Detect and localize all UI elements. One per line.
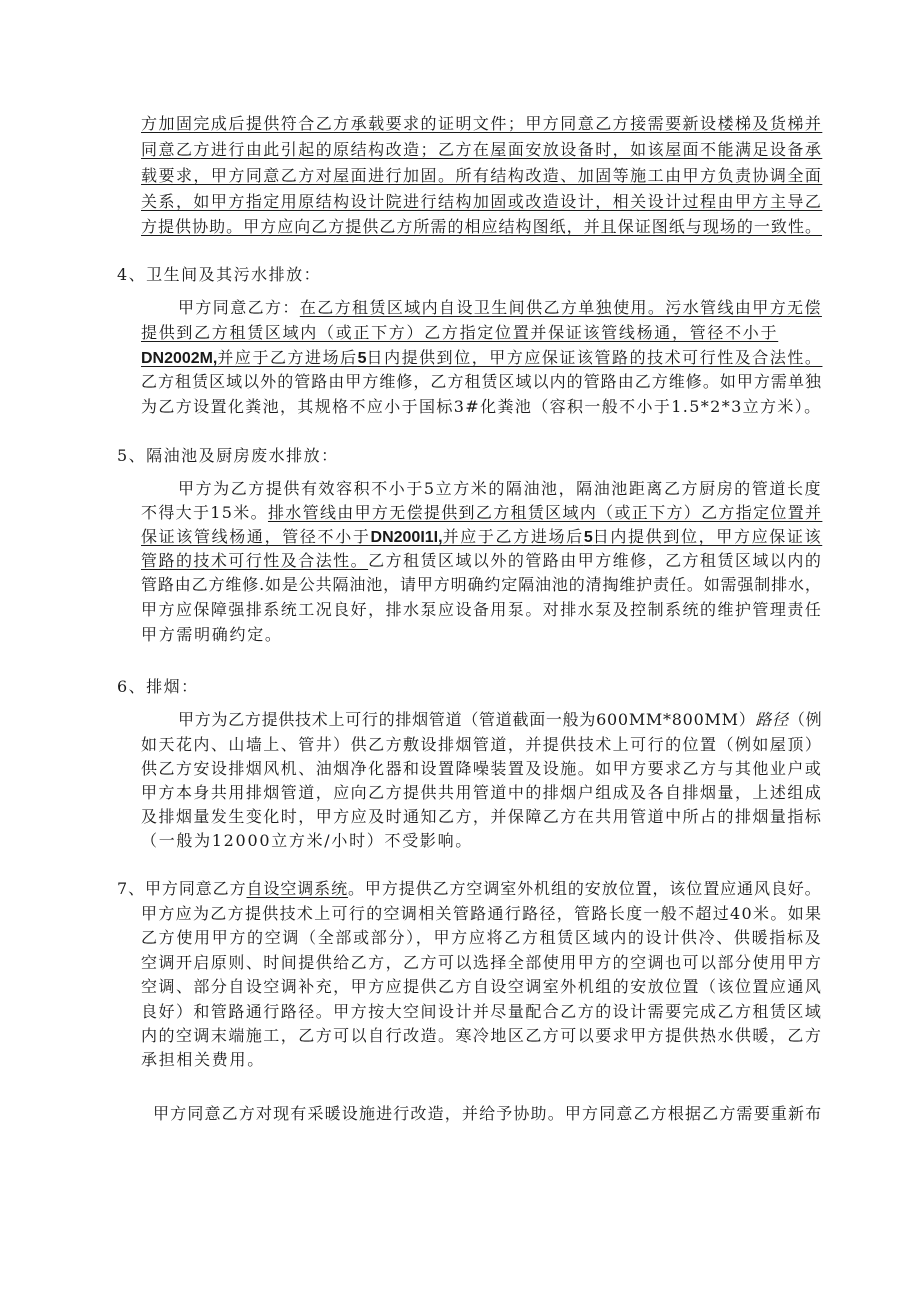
sec4-l3-text-b: 日内提供到位，甲方应保证该管路的技术可行性及合法性。 (366, 348, 823, 367)
sec3-line-5: 方提供协助。甲方应向乙方提供乙方所需的相应结构图纸，并且保证图纸与现场的一致性。 (141, 217, 823, 236)
sec5-paragraph-line-2 (141, 501, 822, 525)
sec5-paragraph-line-7: 甲方需明确约定。 (141, 625, 283, 644)
sec5-pipe-spec: DN200I1I, (370, 529, 443, 546)
sec5-l2-prefix: 不得大于15米。 (141, 503, 268, 522)
sec4-l1-prefix: 甲方同意乙方： (178, 298, 300, 317)
sec7-paragraph-line-8: 承担相关费用。 (141, 1050, 265, 1069)
sec7-paragraph-line-6: 良好）和管路通行路径。甲方按大空间设计并尽量配合乙方的设计需要完成乙方租赁区域 (141, 1002, 823, 1021)
sec4-paragraph-line-4: 乙方租赁区域以外的管路由甲方维修，乙方租赁区域以内的管路由乙方维修。如甲方需单独 (141, 372, 823, 391)
sec3-line-3: 载要求，甲方同意乙方对屋面进行加固。所有结构改造、加固等施工由甲方负责协调全面 (141, 166, 823, 185)
sec5-l3-text-b: 并应于乙方进场后 (442, 527, 584, 546)
sec4-heading: 4、卫生间及其污水排放： (117, 265, 322, 284)
sec6-paragraph-line-2: 如天花内、山墙上、管井）供乙方敷设排烟管道，并提供技术上可行的位置（例如屋顶） (141, 735, 823, 754)
sec6-heading: 6、排烟： (117, 677, 199, 696)
sec7-paragraph-line-2: 甲方应为乙方提供技术上可行的空调相关管路通行路径，管路长度一般不超过40米。如果 (141, 904, 823, 923)
sec7-l1-rest: 。甲方提供乙方空调室外机组的安放位置，该位置应通风良好。 (348, 879, 822, 898)
sec3-line-4: 关系，如甲方指定用原结构设计院进行结构加固或改造设计，相关设计过程由甲方主导乙 (141, 192, 823, 211)
sec4-pipe-spec: DN2002M, (141, 350, 218, 367)
sec3-line-2: 同意乙方进行由此引起的原结构改造；乙方在屋面安放设备时，如该屋面不能满足设备承 (141, 140, 823, 159)
sec6-paragraph-line-4: 甲方本身共用排烟管道，应向乙方提供共用管道中的排烟户组成及各自排烟量，上述组成 (141, 783, 823, 802)
sec7-paragraph-line-3: 乙方使用甲方的空调（全部或部分），甲方应将乙方租赁区域内的设计供冷、供暖指标及 (141, 928, 823, 947)
sec7-paragraph-line-5: 空调、部分自设空调补充，甲方应提供乙方自设空调室外机组的安放位置（该位置应通风 (141, 977, 823, 996)
sec5-paragraph-line-3 (141, 525, 822, 550)
sec4-paragraph-line-1 (178, 296, 822, 320)
sec7-paragraph-line-7: 内的空调末端施工，乙方可以自行改造。寒冷地区乙方可以要求甲方提供热水供暖，乙方 (141, 1026, 823, 1045)
sec7-l1-underlined: 自设空调系统 (246, 879, 348, 898)
sec4-l1-underlined: 在乙方租赁区域内自设卫生间供乙方单独使用。污水管线由甲方无偿 (299, 298, 822, 317)
sec5-l4-underlined: 管路的技术可行性及合法性。 (141, 551, 369, 570)
sec8-paragraph-line-1: 甲方同意乙方对现有采暖设施进行改造，并给予协助。甲方同意乙方根据乙方需要重新布 (153, 1104, 823, 1123)
sec5-paragraph-line-5: 管路由乙方维修.如是公共隔油池，请甲方明确约定隔油池的清掏维护责任。如需强制排水， (141, 575, 822, 594)
sec5-l2-underlined: 排水管线由甲方无偿提供到乙方租赁区域内（或正下方）乙方指定位置并 (267, 503, 823, 522)
sec5-l4-rest: 乙方租赁区域以外的管路由甲方维修，乙方租赁区域以内的 (368, 551, 823, 570)
sec3-line-1: 方加固完成后提供符合乙方承载要求的证明文件；甲方同意乙方接需要新设楼梯及货梯并 (141, 114, 823, 133)
sec7-paragraph-line-4: 空调开启原则、时间提供给乙方，乙方可以选择全部使用甲方的空调也可以部分使用甲方 (141, 953, 823, 972)
sec6-paragraph-line-1 (178, 708, 822, 732)
sec4-paragraph-line-5: 为乙方设置化粪池，其规格不应小于国标3#化粪池（容积一般不小于1.5*2*3立方米）。 (141, 397, 822, 416)
sec4-days-number: 5 (357, 350, 367, 367)
sec7-l1-prefix: 7、甲方同意乙方 (117, 879, 247, 898)
sec5-paragraph-line-6: 甲方应保障强排系统工况良好，排水泵应设备用泵。对排水泵及控制系统的维护管理责任 (141, 600, 823, 619)
sec5-l3-text-c: 日内提供到位，甲方应保证该 (592, 527, 823, 546)
sec6-route-word: 路径 (755, 710, 789, 729)
sec6-paragraph-line-5: 及排烟量发生变化时，甲方应及时通知乙方，并保障乙方在共用管道中所占的排烟量指标 (141, 807, 823, 826)
sec4-paragraph-line-3 (141, 346, 822, 371)
sec5-l3-text-a: 保证该管线杨通，管径不小于 (141, 527, 371, 546)
sec6-paragraph-line-6: （一般为12000立方米/小时）不受影响。 (141, 831, 473, 850)
sec5-paragraph-line-1: 甲方为乙方提供有效容积不小于5立方米的隔油池，隔油池距离乙方厨房的管道长度 (178, 479, 823, 498)
sec4-l3-text-a: 并应于乙方进场后 (217, 348, 358, 367)
sec5-days-number: 5 (583, 529, 593, 546)
sec5-heading: 5、隔油池及厨房废水排放： (117, 446, 339, 465)
sec5-paragraph-line-4 (141, 549, 822, 573)
sec6-l1-tail: （例 (788, 710, 823, 729)
sec6-paragraph-line-3: 供乙方安设排烟风机、油烟净化器和设置降噪装置及设施。如甲方要求乙方与其他业户或 (141, 759, 823, 778)
sec4-paragraph-line-2: 提供到乙方租赁区域内（或正下方）乙方指定位置并保证该管线杨通，管径不小于 (141, 323, 779, 342)
sec6-l1-text: 甲方为乙方提供技术上可行的排烟管道（管道截面一般为600MM*800MM） (178, 710, 756, 729)
sec7-paragraph-line-1 (117, 877, 822, 901)
